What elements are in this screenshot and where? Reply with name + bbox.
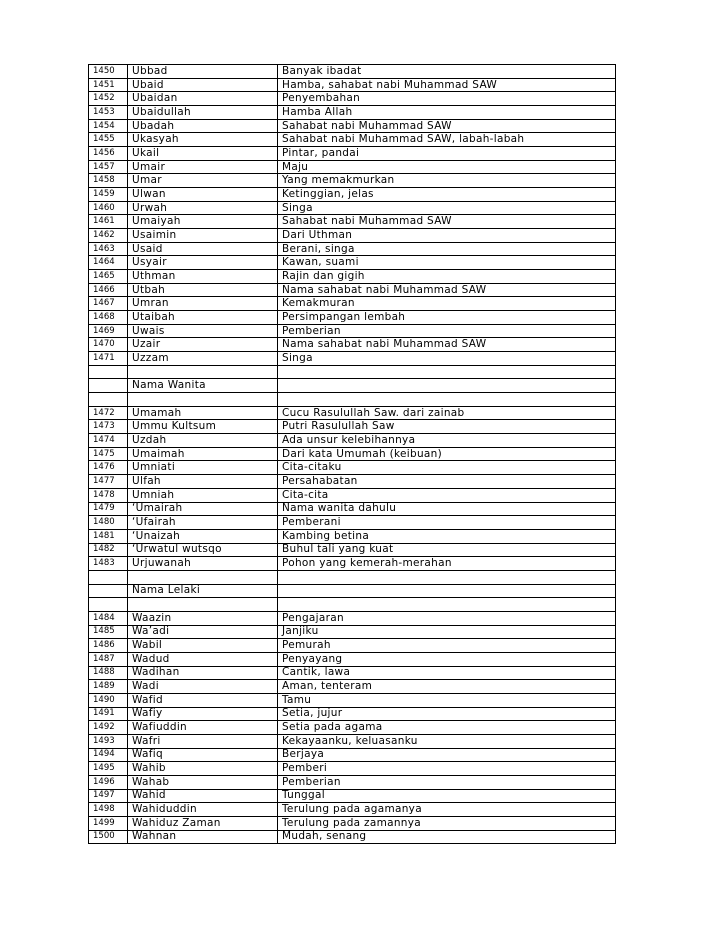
name-cell: Ummu Kultsum [128, 420, 278, 434]
table-row [89, 147, 616, 161]
row-number-cell: 1480 [89, 516, 128, 530]
meaning-cell: Dari kata Umumah (keibuan) [278, 447, 616, 461]
meaning-cell: Pemberi [278, 762, 616, 776]
name-cell: Wahib [128, 762, 278, 776]
name-cell: ‘Umairah [128, 502, 278, 516]
name-cell: Wadi [128, 680, 278, 694]
meaning-cell: Sahabat nabi Muhammad SAW, labah-labah [278, 133, 616, 147]
name-cell [128, 570, 278, 584]
name-cell: Wahid [128, 789, 278, 803]
table-row [89, 434, 616, 448]
row-number-cell: 1468 [89, 311, 128, 325]
meaning-cell: Hamba, sahabat nabi Muhammad SAW [278, 78, 616, 92]
name-cell: Urwah [128, 201, 278, 215]
table-row [89, 338, 616, 352]
meaning-cell: Terulung pada agamanya [278, 803, 616, 817]
meaning-cell [278, 393, 616, 407]
row-number-cell: 1471 [89, 352, 128, 366]
meaning-cell: Pintar, pandai [278, 147, 616, 161]
table-row [89, 488, 616, 502]
meaning-cell: Persahabatan [278, 475, 616, 489]
row-number-cell: 1485 [89, 625, 128, 639]
row-number-cell: 1463 [89, 242, 128, 256]
row-number-cell: 1486 [89, 639, 128, 653]
table-row [89, 174, 616, 188]
name-cell: Uzzam [128, 352, 278, 366]
name-cell: Wa’adi [128, 625, 278, 639]
row-number-cell: 1498 [89, 803, 128, 817]
meaning-cell: Penyayang [278, 652, 616, 666]
table-row [89, 529, 616, 543]
row-number-cell: 1473 [89, 420, 128, 434]
name-cell: Umaimah [128, 447, 278, 461]
row-number-cell: 1469 [89, 324, 128, 338]
meaning-cell: Singa [278, 352, 616, 366]
name-cell: Umair [128, 160, 278, 174]
name-cell: Nama Wanita [128, 379, 278, 393]
name-cell: Waazin [128, 611, 278, 625]
table-row [89, 721, 616, 735]
meaning-cell: Cucu Rasulullah Saw. dari zainab [278, 406, 616, 420]
name-cell: Umamah [128, 406, 278, 420]
row-number-cell: 1479 [89, 502, 128, 516]
table-row [89, 816, 616, 830]
row-number-cell: 1458 [89, 174, 128, 188]
row-number-cell: 1491 [89, 707, 128, 721]
table-row [89, 92, 616, 106]
row-number-cell: 1466 [89, 283, 128, 297]
meaning-cell: Pengajaran [278, 611, 616, 625]
blank-row [89, 598, 616, 612]
meaning-cell: Putri Rasulullah Saw [278, 420, 616, 434]
row-number-cell: 1488 [89, 666, 128, 680]
table-row [89, 639, 616, 653]
row-number-cell: 1478 [89, 488, 128, 502]
name-cell: Umran [128, 297, 278, 311]
name-cell: ‘Urwatul wutsqo [128, 543, 278, 557]
name-cell: Wahab [128, 775, 278, 789]
table-row [89, 625, 616, 639]
meaning-cell: Penyembahan [278, 92, 616, 106]
meaning-cell [278, 570, 616, 584]
table-row [89, 352, 616, 366]
table-row [89, 557, 616, 571]
row-number-cell: 1456 [89, 147, 128, 161]
meaning-cell: Sahabat nabi Muhammad SAW [278, 215, 616, 229]
meaning-cell: Sahabat nabi Muhammad SAW [278, 119, 616, 133]
meaning-cell: Ada unsur kelebihannya [278, 434, 616, 448]
blank-row [89, 365, 616, 379]
name-cell: ‘Ufairah [128, 516, 278, 530]
table-row [89, 734, 616, 748]
name-cell: Umniah [128, 488, 278, 502]
table-row [89, 611, 616, 625]
meaning-cell: Berani, singa [278, 242, 616, 256]
name-cell: Wafiuddin [128, 721, 278, 735]
name-cell: Ubaidullah [128, 106, 278, 120]
meaning-cell: Pemurah [278, 639, 616, 653]
table-row [89, 762, 616, 776]
meaning-cell: Ketinggian, jelas [278, 188, 616, 202]
table-row [89, 748, 616, 762]
table-row [89, 543, 616, 557]
row-number-cell [89, 393, 128, 407]
row-number-cell: 1495 [89, 762, 128, 776]
meaning-cell: Nama sahabat nabi Muhammad SAW [278, 283, 616, 297]
name-cell [128, 365, 278, 379]
table-row [89, 693, 616, 707]
table-row [89, 65, 616, 79]
section-header-row [89, 584, 616, 598]
table-row [89, 707, 616, 721]
meaning-cell: Banyak ibadat [278, 65, 616, 79]
meaning-cell: Yang memakmurkan [278, 174, 616, 188]
meaning-cell: Cita-cita [278, 488, 616, 502]
meaning-cell: Setia pada agama [278, 721, 616, 735]
names-table [88, 64, 616, 844]
row-number-cell: 1464 [89, 256, 128, 270]
name-cell: Urjuwanah [128, 557, 278, 571]
row-number-cell: 1494 [89, 748, 128, 762]
name-cell: Wafiq [128, 748, 278, 762]
name-cell [128, 393, 278, 407]
name-cell: Ulfah [128, 475, 278, 489]
name-cell: Ukasyah [128, 133, 278, 147]
row-number-cell: 1461 [89, 215, 128, 229]
table-row [89, 324, 616, 338]
name-cell: Usyair [128, 256, 278, 270]
blank-row [89, 570, 616, 584]
meaning-cell: Persimpangan lembah [278, 311, 616, 325]
table-row [89, 803, 616, 817]
meaning-cell [278, 584, 616, 598]
meaning-cell: Tunggal [278, 789, 616, 803]
row-number-cell: 1475 [89, 447, 128, 461]
table-row [89, 242, 616, 256]
row-number-cell: 1452 [89, 92, 128, 106]
row-number-cell: 1490 [89, 693, 128, 707]
name-cell: Uzdah [128, 434, 278, 448]
meaning-cell: Maju [278, 160, 616, 174]
row-number-cell: 1465 [89, 270, 128, 284]
table-row [89, 420, 616, 434]
meaning-cell: Nama wanita dahulu [278, 502, 616, 516]
names-table-body [89, 65, 616, 844]
table-row [89, 447, 616, 461]
name-cell: Uwais [128, 324, 278, 338]
table-row [89, 297, 616, 311]
table-row [89, 188, 616, 202]
name-cell: Wafri [128, 734, 278, 748]
name-cell: Wafiy [128, 707, 278, 721]
name-cell: Usaid [128, 242, 278, 256]
table-row [89, 229, 616, 243]
row-number-cell: 1500 [89, 830, 128, 844]
row-number-cell: 1454 [89, 119, 128, 133]
row-number-cell: 1450 [89, 65, 128, 79]
table-row [89, 775, 616, 789]
name-cell: Ubadah [128, 119, 278, 133]
name-cell: Ukail [128, 147, 278, 161]
row-number-cell: 1483 [89, 557, 128, 571]
name-cell: Wahiduddin [128, 803, 278, 817]
row-number-cell [89, 365, 128, 379]
row-number-cell: 1472 [89, 406, 128, 420]
row-number-cell: 1467 [89, 297, 128, 311]
table-row [89, 270, 616, 284]
meaning-cell: Buhul tali yang kuat [278, 543, 616, 557]
row-number-cell: 1470 [89, 338, 128, 352]
meaning-cell [278, 379, 616, 393]
table-row [89, 789, 616, 803]
meaning-cell: Kemakmuran [278, 297, 616, 311]
table-row [89, 830, 616, 844]
meaning-cell: Cita-citaku [278, 461, 616, 475]
row-number-cell: 1492 [89, 721, 128, 735]
row-number-cell: 1474 [89, 434, 128, 448]
table-row [89, 215, 616, 229]
row-number-cell: 1457 [89, 160, 128, 174]
meaning-cell: Setia, jujur [278, 707, 616, 721]
name-cell: Usaimin [128, 229, 278, 243]
row-number-cell: 1477 [89, 475, 128, 489]
table-row [89, 133, 616, 147]
name-cell: Nama Lelaki [128, 584, 278, 598]
table-row [89, 160, 616, 174]
table-row [89, 461, 616, 475]
meaning-cell: Pemberani [278, 516, 616, 530]
meaning-cell: Hamba Allah [278, 106, 616, 120]
meaning-cell: Pohon yang kemerah-merahan [278, 557, 616, 571]
row-number-cell: 1484 [89, 611, 128, 625]
row-number-cell: 1499 [89, 816, 128, 830]
meaning-cell: Rajin dan gigih [278, 270, 616, 284]
table-row [89, 119, 616, 133]
meaning-cell: Kawan, suami [278, 256, 616, 270]
table-row [89, 78, 616, 92]
name-cell: Wahiduz Zaman [128, 816, 278, 830]
row-number-cell: 1496 [89, 775, 128, 789]
blank-row [89, 393, 616, 407]
name-cell: Wadihan [128, 666, 278, 680]
meaning-cell: Kambing betina [278, 529, 616, 543]
name-cell: Umniati [128, 461, 278, 475]
row-number-cell: 1497 [89, 789, 128, 803]
meaning-cell: Cantik, lawa [278, 666, 616, 680]
table-row [89, 256, 616, 270]
meaning-cell [278, 598, 616, 612]
name-cell: Wabil [128, 639, 278, 653]
name-cell: Wafid [128, 693, 278, 707]
meaning-cell: Janjiku [278, 625, 616, 639]
meaning-cell: Singa [278, 201, 616, 215]
table-row [89, 502, 616, 516]
row-number-cell: 1462 [89, 229, 128, 243]
row-number-cell [89, 379, 128, 393]
table-row [89, 652, 616, 666]
meaning-cell: Nama sahabat nabi Muhammad SAW [278, 338, 616, 352]
table-row [89, 283, 616, 297]
name-cell: Wahnan [128, 830, 278, 844]
name-cell: Umaiyah [128, 215, 278, 229]
table-row [89, 680, 616, 694]
name-cell: Uthman [128, 270, 278, 284]
meaning-cell: Kekayaanku, keluasanku [278, 734, 616, 748]
name-cell: Umar [128, 174, 278, 188]
row-number-cell: 1455 [89, 133, 128, 147]
row-number-cell: 1487 [89, 652, 128, 666]
meaning-cell: Aman, tenteram [278, 680, 616, 694]
name-cell: Ubbad [128, 65, 278, 79]
meaning-cell: Berjaya [278, 748, 616, 762]
row-number-cell: 1493 [89, 734, 128, 748]
table-row [89, 311, 616, 325]
table-row [89, 201, 616, 215]
meaning-cell [278, 365, 616, 379]
row-number-cell: 1482 [89, 543, 128, 557]
meaning-cell: Pemberian [278, 775, 616, 789]
meaning-cell: Pemberian [278, 324, 616, 338]
name-cell: Utaibah [128, 311, 278, 325]
section-header-row [89, 379, 616, 393]
name-cell: Ulwan [128, 188, 278, 202]
name-cell: Utbah [128, 283, 278, 297]
table-row [89, 106, 616, 120]
row-number-cell: 1453 [89, 106, 128, 120]
name-cell [128, 598, 278, 612]
row-number-cell [89, 584, 128, 598]
table-row [89, 406, 616, 420]
name-cell: ‘Unaizah [128, 529, 278, 543]
row-number-cell [89, 598, 128, 612]
row-number-cell [89, 570, 128, 584]
meaning-cell: Tamu [278, 693, 616, 707]
row-number-cell: 1481 [89, 529, 128, 543]
row-number-cell: 1489 [89, 680, 128, 694]
name-cell: Wadud [128, 652, 278, 666]
name-cell: Uzair [128, 338, 278, 352]
row-number-cell: 1459 [89, 188, 128, 202]
name-cell: Ubaid [128, 78, 278, 92]
row-number-cell: 1476 [89, 461, 128, 475]
meaning-cell: Mudah, senang [278, 830, 616, 844]
meaning-cell: Terulung pada zamannya [278, 816, 616, 830]
table-row [89, 475, 616, 489]
row-number-cell: 1451 [89, 78, 128, 92]
name-cell: Ubaidan [128, 92, 278, 106]
meaning-cell: Dari Uthman [278, 229, 616, 243]
table-row [89, 666, 616, 680]
row-number-cell: 1460 [89, 201, 128, 215]
table-row [89, 516, 616, 530]
